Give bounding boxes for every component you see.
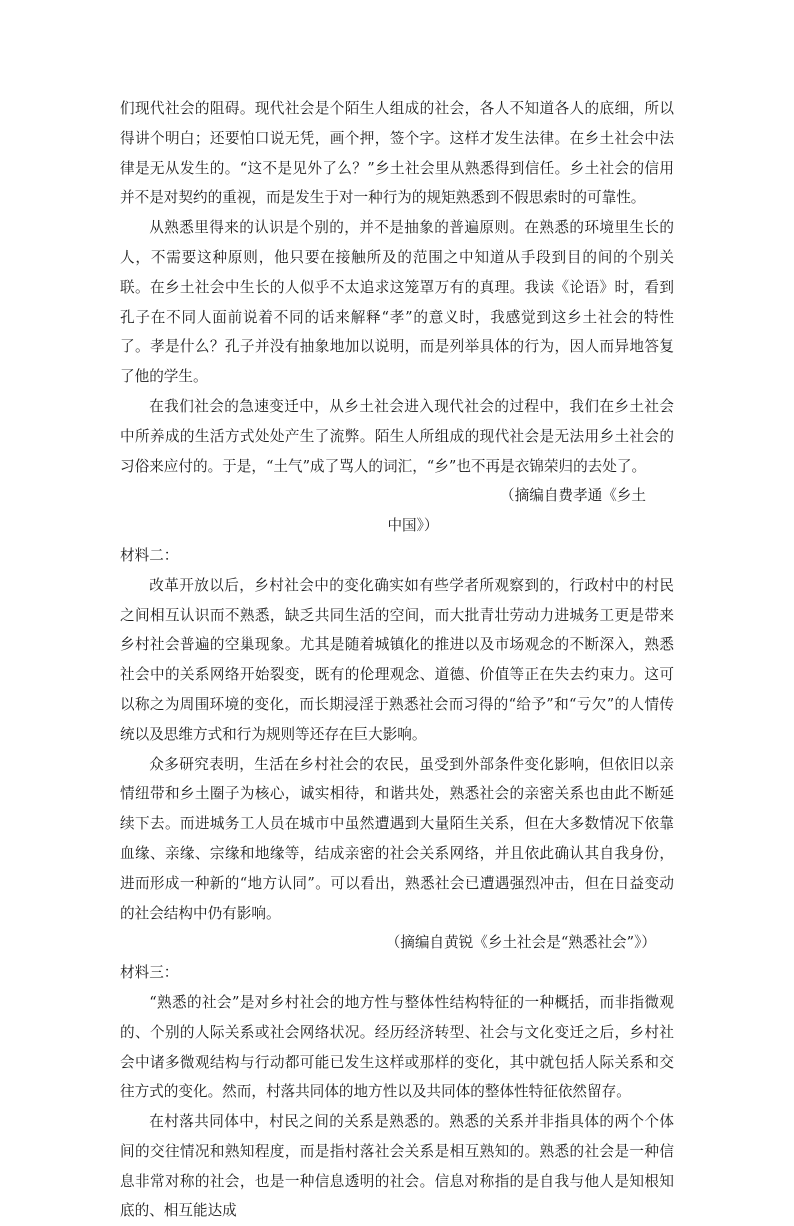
source-citation-1-line-1: （摘编自费孝通《乡土 [500, 487, 646, 505]
paragraph-5: 众多研究表明，生活在乡村社会的农民，虽受到外部条件变化影响，但依旧以亲情纽带和乡土圈子为核心，诚实相待，和谐共处，熟悉社会的亲密关系也由此不断延续下去。而进城务工人员在城市中虽然遭遇到大量陌生关系，但在大多数情况下依靠血缘、亲缘、宗缘和地缘等，结成亲密的社会关系网络，并且依此确认其自我身份，进而形成一种新的“地方认同”。可以看出，熟悉社会已遭遇强烈冲击，但在日益变动的社会结构中仍有影响。 [120, 755, 674, 922]
material-3-label: 材料三： [120, 964, 179, 982]
paragraph-3: 在我们社会的急速变迁中，从乡土社会进入现代社会的过程中，我们在乡土社会中所养成的生活方式处处产生了流弊。陌生人所组成的现代社会是无法用乡土社会的习俗来应付的。于是，“土气”成了骂人的词汇，“乡”也不再是衣锦荣归的去处了。 [120, 397, 674, 475]
paragraph-1: 们现代社会的阻碍。现代社会是个陌生人组成的社会，各人不知道各人的底细，所以得讲个明白；还要怕口说无凭，画个押，签个字。这样才发生法律。在乡土社会中法律是无从发生的。“这不是见外了么？”乡土社会里从熟悉得到信任。乡土社会的信用并不是对契约的重视，而是发生于对一种行为的规矩熟悉到不假思索时的可靠性。 [120, 100, 674, 207]
paragraph-7: 在村落共同体中，村民之间的关系是熟悉的。熟悉的关系并非指具体的两个个体间的交往情况和熟知程度，而是指村落社会关系是相互熟知的。熟悉的社会是一种信息非常对称的社会，也是一种信息透明的社会。信息对称指的是自我与他人是知根知底的、相互能达成 [120, 1113, 674, 1220]
document-body [120, 94, 674, 1226]
source-citation-2: （摘编自黄锐《乡土社会是“熟悉社会”》） [385, 934, 656, 952]
material-2-label: 材料二： [120, 546, 179, 564]
paragraph-6: “熟悉的社会”是对乡村社会的地方性与整体性结构特征的一种概括，而非指微观的、个别的人际关系或社会网络状况。经历经济转型、社会与文化变迁之后，乡村社会中诸多微观结构与行动都可能已发生这样或那样的变化，其中就包括人际关系和交往方式的变化。然而，村落共同体的地方性以及共同体的整体性特征依然留存。 [120, 993, 674, 1101]
paragraph-4: 改革开放以后，乡村社会中的变化确实如有些学者所观察到的，行政村中的村民之间相互认识而不熟悉，缺乏共同生活的空间，而大批青壮劳动力进城务工更是带来乡村社会普遍的空巢现象。尤其是随着城镇化的推进以及市场观念的不断深入，熟悉社会中的关系网络开始裂变，既有的伦理观念、道德、价值等正在失去约束力。这可以称之为周围环境的变化，而长期浸淫于熟悉社会而习得的“给予”和“亏欠”的人情传统以及思维方式和行为规则等还存在巨大影响。 [120, 576, 674, 743]
source-citation-1-line-2: 中国》） [387, 517, 439, 535]
paragraph-2: 从熟悉里得来的认识是个别的，并不是抽象的普遍原则。在熟悉的环境里生长的人，不需要这种原则，他只要在接触所及的范围之中知道从手段到目的间的个别关联。在乡土社会中生长的人似乎不太追求这笼罩万有的真理。我读《论语》时，看到孔子在不同人面前说着不同的话来解释“孝”的意义时，我感觉到这乡土社会的特性了。孝是什么？孔子并没有抽象地加以说明，而是列举具体的行为，因人而异地答复了他的学生。 [120, 219, 674, 386]
